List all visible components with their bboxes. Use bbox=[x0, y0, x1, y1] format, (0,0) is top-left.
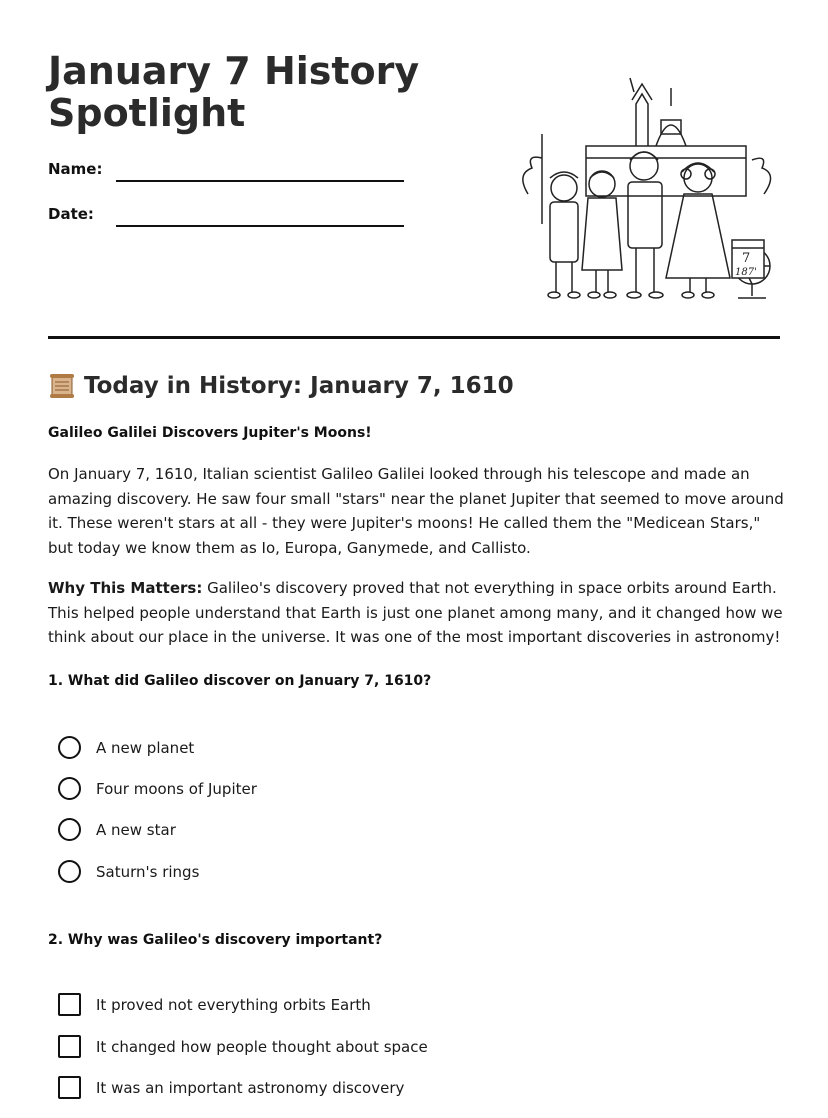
q1-option-1[interactable] bbox=[58, 736, 194, 759]
section-heading-text: Today in History: January 7, 1610 bbox=[84, 373, 514, 399]
option-label: Saturn's rings bbox=[96, 862, 200, 881]
checkbox[interactable] bbox=[58, 993, 81, 1016]
q1-option-3[interactable] bbox=[58, 818, 176, 841]
radio-button[interactable] bbox=[58, 860, 81, 883]
checkbox[interactable] bbox=[58, 1035, 81, 1058]
q1-option-4[interactable] bbox=[58, 860, 199, 883]
q2-option-3[interactable] bbox=[58, 1076, 404, 1099]
checkbox[interactable] bbox=[58, 1076, 81, 1099]
calendar-day: 7 bbox=[742, 251, 751, 266]
why-matters-label: Why This Matters: bbox=[48, 579, 203, 597]
radio-button[interactable] bbox=[58, 818, 81, 841]
page-title: January 7 History Spotlight bbox=[48, 49, 420, 135]
calendar-year: 187' bbox=[735, 267, 757, 278]
children-landmarks-illustration bbox=[506, 74, 786, 310]
option-label: A new star bbox=[96, 820, 176, 839]
article-paragraph: On January 7, 1610, Italian scientist Galileo Galilei looked through his telescope and made an amazing discovery. He saw four small "stars" near the planet Jupiter that seemed to move around it. These weren't stars at all - they were Jupiter's moons! He called them the "Medicean Stars," but today we know them as Io, Europa, Ganymede, and Callisto. bbox=[48, 465, 784, 558]
section-divider bbox=[48, 336, 780, 339]
option-label: It changed how people thought about space bbox=[96, 1037, 428, 1056]
scroll-icon bbox=[48, 372, 76, 400]
q2-option-1[interactable] bbox=[58, 993, 371, 1016]
question-2: 2. Why was Galileo's discovery important? bbox=[48, 932, 383, 948]
article-subheading: Galileo Galilei Discovers Jupiter's Moons! bbox=[48, 425, 372, 441]
section-heading bbox=[48, 372, 514, 400]
question-1: 1. What did Galileo discover on January 7, 1610? bbox=[48, 673, 432, 689]
name-label: Name: bbox=[48, 160, 103, 178]
option-label: Four moons of Jupiter bbox=[96, 779, 257, 798]
radio-button[interactable] bbox=[58, 777, 81, 800]
why-matters-text: Galileo's discovery proved that not everything in space orbits around Earth. This helped people understand that Earth is just one planet among many, and it changed how we think about our place in the universe. It was one of the most important discoveries in astronomy! bbox=[48, 579, 783, 647]
option-label: It proved not everything orbits Earth bbox=[96, 995, 371, 1014]
q1-option-2[interactable] bbox=[58, 777, 257, 800]
option-label: It was an important astronomy discovery bbox=[96, 1078, 405, 1097]
date-line[interactable] bbox=[116, 225, 404, 227]
option-label: A new planet bbox=[96, 738, 195, 757]
why-matters-paragraph bbox=[48, 576, 784, 650]
radio-button[interactable] bbox=[58, 736, 81, 759]
name-line[interactable] bbox=[116, 180, 404, 182]
q2-option-2[interactable] bbox=[58, 1035, 428, 1058]
date-label: Date: bbox=[48, 205, 94, 223]
